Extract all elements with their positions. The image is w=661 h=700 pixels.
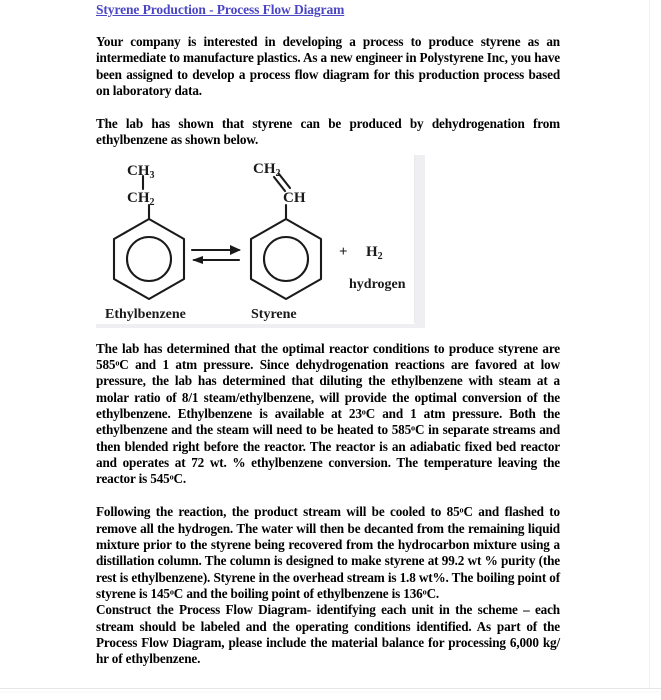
benzene-ring-styrene bbox=[251, 219, 321, 299]
benzene-ring-ethylbenzene bbox=[114, 219, 184, 299]
paragraph-intro: Your company is interested in developing a process to produce styrene as an intermediate to manufacture plastics. As a new engineer in Polystyrene Inc, you have been assigned to develop a process flow diagram for this production process based on laboratory data. bbox=[96, 34, 560, 98]
label-hydrogen-formula: $H_2$ bbox=[366, 243, 383, 262]
arrowhead-reverse bbox=[192, 256, 203, 264]
paragraph-lab-intro: The lab has shown that styrene can be produced by dehydrogenation from ethylbenzene as shown below. bbox=[96, 116, 560, 148]
page-right-edge bbox=[649, 0, 661, 689]
caption-styrene: Styrene bbox=[251, 306, 297, 322]
reactor-text-3: C and 1 atm pressure. Both the ethylbenzene and the steam will need to be heated to 585 bbox=[96, 405, 560, 438]
separation-text-3: C and the boiling point of ethylbenzene is 136 bbox=[173, 585, 423, 601]
dehydrogenation-reaction-diagram bbox=[96, 155, 414, 323]
separation-text-4: C. bbox=[426, 585, 440, 601]
reaction-figure bbox=[96, 155, 425, 323]
reactor-text-2: C and 1 atm pressure. Since dehydrogenation reactions are favored at low pressure, the lab has determined that diluting the ethylbenzene with steam at a molar ratio of 8/1 steam/ethylbenzene, will provide the optimal conversion of the ethylbenzene. Ethylbenzene is available at 23 bbox=[96, 357, 560, 421]
label-plus: + bbox=[339, 243, 348, 260]
label-ch2-styrene: $CH_2$ bbox=[253, 160, 281, 179]
aromatic-circle-ethylbenzene bbox=[127, 237, 171, 281]
arrowhead-forward bbox=[230, 245, 241, 255]
degree-symbol: o bbox=[411, 423, 415, 433]
degree-symbol: o bbox=[115, 358, 120, 368]
degree-symbol: o bbox=[169, 587, 174, 597]
degree-symbol: o bbox=[422, 587, 427, 597]
label-hydrogen-name: hydrogen bbox=[349, 276, 406, 292]
spacer bbox=[96, 99, 560, 116]
degree-symbol: o bbox=[361, 407, 366, 417]
reactor-text-5: C. bbox=[173, 471, 187, 487]
degree-symbol: o bbox=[169, 472, 174, 482]
page-break-line bbox=[0, 688, 661, 689]
caption-ethylbenzene: Ethylbenzene bbox=[105, 306, 186, 322]
separation-text-2: C and flashed to remove all the hydrogen. The water will then be decanted from the remaining liquid mixture prior to the styrene being recovered from the hydrocarbon mixture using a distillation column. The column is designed to make styrene at 99.2 wt % purity (the rest is ethylbenzene). Styrene in the overhead stream is 1.8 wt%. The boiling point of styrene is 145 bbox=[96, 504, 560, 601]
paragraph-reactor-conditions bbox=[96, 341, 560, 488]
figure-frame bbox=[96, 155, 415, 323]
page-break-shadow bbox=[0, 691, 661, 693]
figure-bottom-shadow bbox=[96, 324, 425, 328]
paragraph-separation bbox=[96, 504, 560, 602]
figure-right-shadow bbox=[415, 155, 425, 328]
separation-text-1: Following the reaction, the product stream will be cooled to 85 bbox=[96, 504, 460, 520]
spacer bbox=[96, 18, 560, 34]
label-ch2-ethylbenzene: $CH_2$ bbox=[127, 189, 155, 208]
spacer bbox=[96, 487, 560, 504]
document-content bbox=[96, 0, 560, 667]
aromatic-circle-styrene bbox=[264, 237, 308, 281]
degree-symbol: o bbox=[459, 506, 464, 516]
paragraph-task: Construct the Process Flow Diagram- identifying each unit in the scheme – each stream should be labeled and the operating conditions identified. As part of the Process Flow Diagram, please include the material balance for processing 6,000 kg/ hr of ethylbenzene. bbox=[96, 602, 560, 667]
page-title: Styrene Production - Process Flow Diagram bbox=[96, 2, 345, 17]
reactor-text-1: The lab has determined that the optimal reactor conditions to produce styrene are 585 bbox=[96, 340, 560, 373]
reactor-text-4: C in separate streams and then blended right before the reactor. The reactor is an adiabatic fixed bed reactor and operates at 72 wt. % ethylbenzene conversion. The temperature leaving the reactor is 545 bbox=[96, 422, 561, 487]
label-ch3: $CH_3$ bbox=[127, 162, 155, 181]
label-ch-styrene: CH bbox=[283, 189, 306, 206]
